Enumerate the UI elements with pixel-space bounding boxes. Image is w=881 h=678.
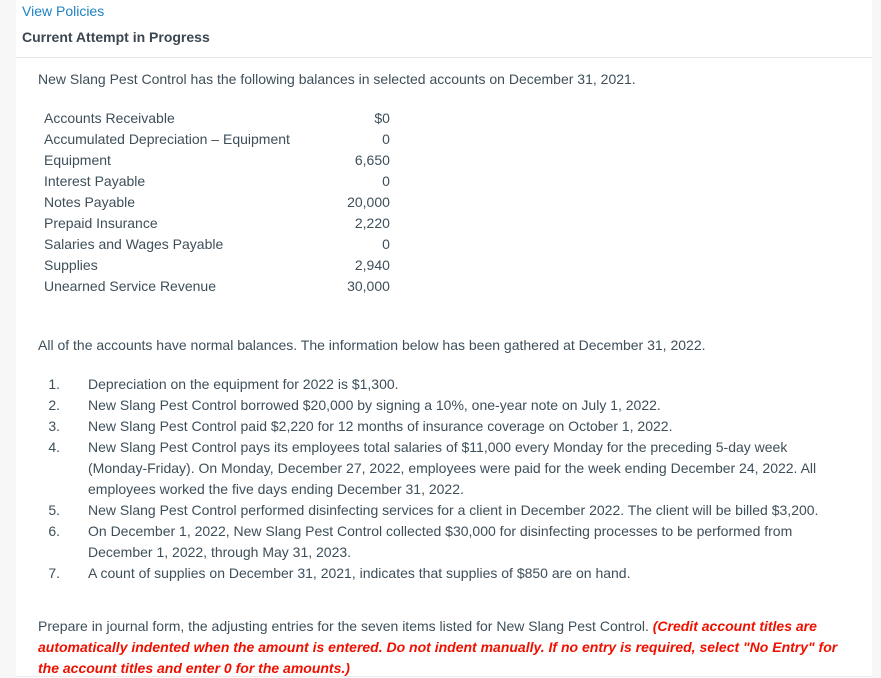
account-name: Interest Payable	[44, 173, 146, 189]
account-amount: 30,000	[347, 278, 390, 294]
section-title: Current Attempt in Progress	[22, 29, 210, 45]
balance-row	[44, 255, 390, 276]
account-name: Supplies	[44, 257, 98, 273]
account-amount: 0	[382, 236, 390, 252]
list-item-text: New Slang Pest Control pays its employees total salaries of $11,000 every Monday for the preceding 5-day week (Monday-Friday). On Monday, December 27, 2022, employees were paid for the week ending December 24, 2022. All employees worked the five days ending December 31, 2022.	[88, 439, 817, 497]
account-amount: $0	[374, 110, 390, 126]
attempt-card	[16, 0, 872, 678]
list-item-text: On December 1, 2022, New Slang Pest Control collected $30,000 for disinfecting processes to be performed from December 1, 2022, through May 31, 2023.	[88, 523, 793, 560]
balance-row	[44, 129, 390, 150]
question-body	[16, 58, 872, 678]
instruction-paragraph	[38, 616, 856, 678]
list-item	[38, 374, 856, 395]
account-amount: 2,940	[354, 257, 390, 273]
account-name: Prepaid Insurance	[44, 215, 158, 231]
list-item-number: 2.	[48, 397, 60, 413]
list-item-number: 5.	[48, 502, 60, 518]
list-item	[38, 395, 856, 416]
bottom-divider	[16, 676, 872, 677]
instruction-normal-text: Prepare in journal form, the adjusting entries for the seven items listed for New Slang Pest Control.	[38, 618, 653, 634]
balance-row	[44, 108, 390, 129]
problem-intro: New Slang Pest Control has the following balances in selected accounts on December 31, 2021.	[38, 71, 636, 87]
balance-row	[44, 171, 390, 192]
list-item-text: New Slang Pest Control borrowed $20,000 by signing a 10%, one-year note on July 1, 2022.	[88, 397, 661, 413]
list-item-number: 4.	[48, 439, 60, 455]
balance-row	[44, 276, 390, 297]
account-name: Accounts Receivable	[44, 110, 175, 126]
attempt-header	[16, 0, 872, 58]
balance-row	[44, 150, 390, 171]
list-item-text: New Slang Pest Control paid $2,220 for 12 months of insurance coverage on October 1, 2022.	[88, 418, 673, 434]
view-policies-link[interactable]: View Policies	[22, 3, 105, 19]
account-name: Equipment	[44, 152, 111, 168]
list-item-text: A count of supplies on December 31, 2021, indicates that supplies of $850 are on hand.	[88, 565, 631, 581]
list-item-number: 3.	[48, 418, 60, 434]
balance-row	[44, 192, 390, 213]
balance-row	[44, 234, 390, 255]
account-amount: 6,650	[354, 152, 390, 168]
list-item	[38, 437, 856, 500]
balance-row	[44, 213, 390, 234]
account-name: Accumulated Depreciation – Equipment	[44, 131, 290, 147]
account-amount: 20,000	[347, 194, 390, 210]
list-item-number: 7.	[48, 565, 60, 581]
normal-balances-note: All of the accounts have normal balances. The information below has been gathered at December 31, 2022.	[38, 337, 706, 353]
account-amount: 0	[382, 131, 390, 147]
list-item	[38, 563, 856, 584]
list-item-number: 6.	[48, 523, 60, 539]
list-item	[38, 500, 856, 521]
account-amount: 2,220	[354, 215, 390, 231]
account-name: Salaries and Wages Payable	[44, 236, 224, 252]
account-name: Unearned Service Revenue	[44, 278, 216, 294]
list-item	[38, 416, 856, 437]
list-item-text: New Slang Pest Control performed disinfecting services for a client in December 2022. The client will be billed $3,200.	[88, 502, 819, 518]
list-item-text: Depreciation on the equipment for 2022 is $1,300.	[88, 376, 399, 392]
list-item	[38, 521, 856, 563]
instruction-emphasis-text: (Credit account titles are automatically indented when the amount is entered. Do not indent manually. If no entry is required, select "No Entry" for the account titles and enter 0 for the amounts.)	[38, 618, 838, 676]
account-amount: 0	[382, 173, 390, 189]
adjustment-items-list	[38, 374, 856, 584]
balances-table	[44, 108, 390, 297]
list-item-number: 1.	[48, 376, 60, 392]
account-name: Notes Payable	[44, 194, 136, 210]
